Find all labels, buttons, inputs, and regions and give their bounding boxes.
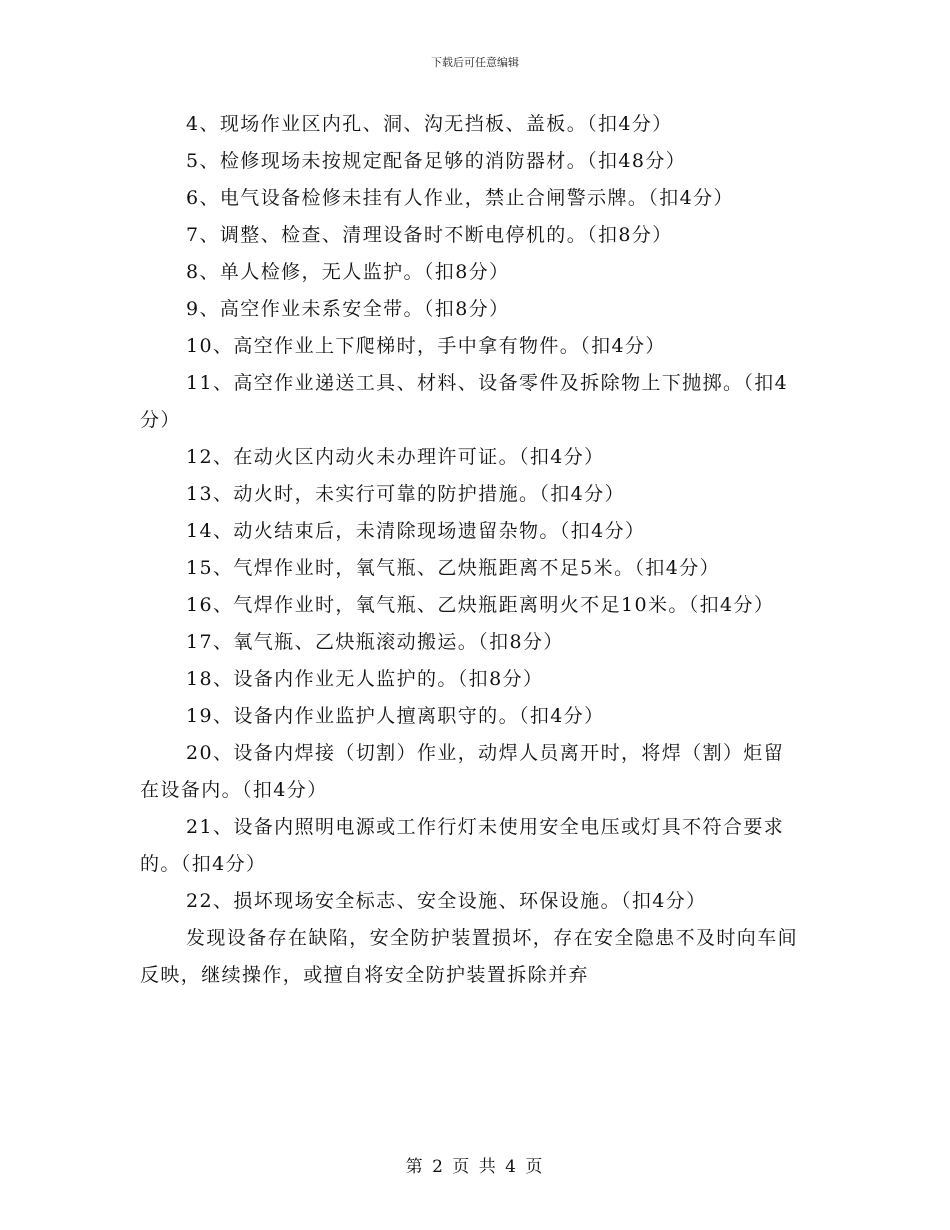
body-paragraph: 发现设备存在缺陷，安全防护装置损坏，存在安全隐患不及时向车间反映，继续操作，或擅自将安全防护装置拆除并弃 (140, 927, 799, 986)
list-item: 15、气焊作业时，氧气瓶、乙炔瓶距离不足5米。（扣4分） (186, 557, 721, 579)
list-item: 12、在动火区内动火未办理许可证。（扣4分） (186, 446, 605, 468)
list-item: 20、设备内焊接（切割）作业，动焊人员离开时，将焊（割）炬留在设备内。（扣4分） (140, 742, 785, 801)
list-item: 13、动火时，未实行可靠的防护措施。（扣4分） (186, 483, 625, 505)
list-item: 22、损坏现场安全标志、安全设施、环保设施。（扣4分） (186, 890, 707, 912)
list-item: 8、单人检修，无人监护。（扣8分） (186, 261, 510, 283)
list-item: 21、设备内照明电源或工作行灯未使用安全电压或灯具不符合要求的。（扣4分） (140, 816, 785, 875)
list-item: 11、高空作业递送工具、材料、设备零件及拆除物上下抛掷。（扣4分） (140, 372, 789, 431)
list-item: 5、检修现场未按规定配备足够的消防器材。（扣48分） (186, 150, 687, 172)
list-item: 14、动火结束后，未清除现场遗留杂物。（扣4分） (186, 520, 646, 542)
list-item: 7、调整、检查、清理设备时不断电停机的。（扣8分） (186, 224, 673, 246)
list-item: 6、电气设备检修未挂有人作业，禁止合闸警示牌。（扣4分） (186, 187, 734, 209)
list-item: 16、气焊作业时，氧气瓶、乙炔瓶距离明火不足10米。（扣4分） (186, 594, 775, 616)
list-item: 17、氧气瓶、乙炔瓶滚动搬运。（扣8分） (186, 631, 564, 653)
list-item: 18、设备内作业无人监护的。（扣8分） (186, 668, 544, 690)
list-item: 19、设备内作业监护人擅离职守的。（扣4分） (186, 705, 605, 727)
page-header-note: 下载后可任意编辑 (431, 56, 519, 69)
list-item: 10、高空作业上下爬梯时，手中拿有物件。（扣4分） (186, 335, 666, 357)
page-number: 第 2 页 共 4 页 (405, 1157, 545, 1177)
list-item: 9、高空作业未系安全带。（扣8分） (186, 298, 510, 320)
list-item: 4、现场作业区内孔、洞、沟无挡板、盖板。（扣4分） (186, 113, 673, 135)
document-body (140, 106, 802, 994)
